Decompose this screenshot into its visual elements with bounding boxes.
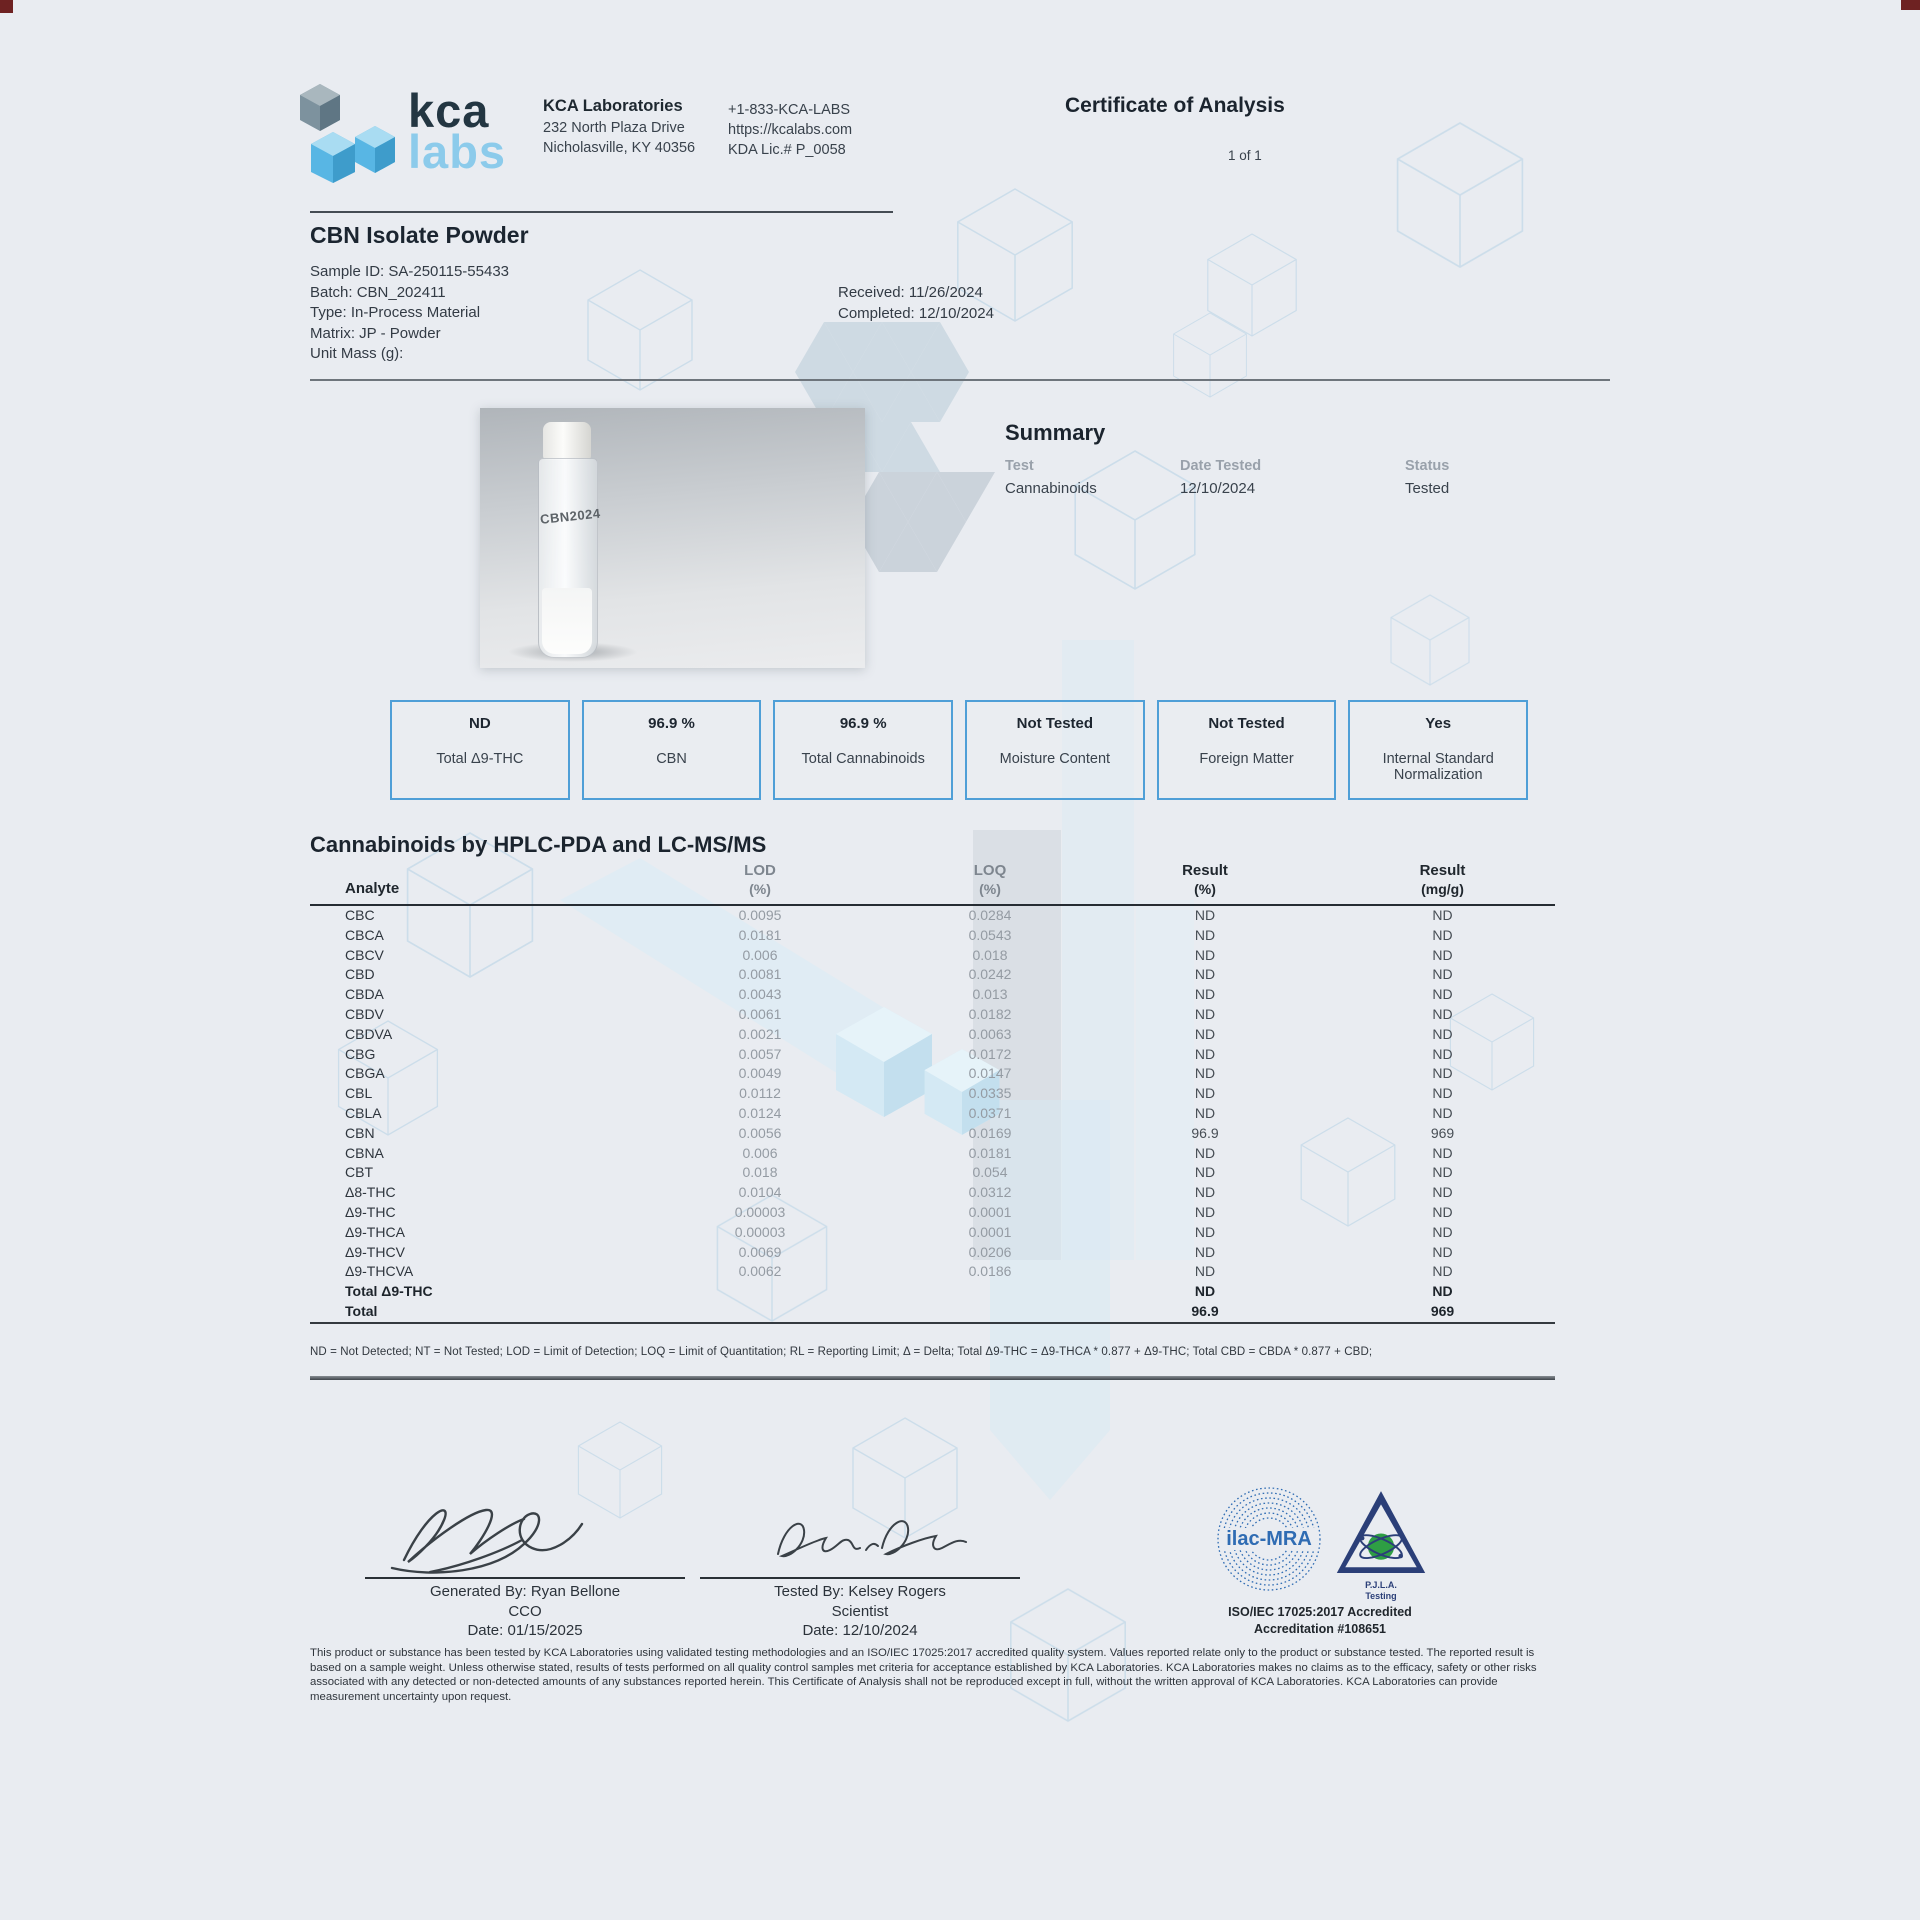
analyte-value-cell: ND: [1194, 1263, 1216, 1280]
analyte-value-cell: [620, 1282, 900, 1302]
sample-unit-mass: Unit Mass (g):: [310, 345, 404, 362]
accreditation-iso: ISO/IEC 17025:2017 Accredited: [1228, 1605, 1412, 1619]
analyte-value-cell: ND: [1194, 1184, 1216, 1201]
analyte-row: [310, 926, 1555, 946]
result-box-value: 96.9 %: [839, 715, 887, 732]
result-box-label: CBN: [656, 751, 687, 767]
analyte-value-cell: ND: [1194, 1283, 1216, 1300]
col-header-result-pct: [1080, 862, 1330, 905]
analyte-name-cell: CBLA: [345, 1104, 382, 1121]
analyte-value-cell: ND: [1194, 1243, 1216, 1260]
kca-logo-icon: [293, 82, 397, 184]
analyte-value-cell: ND: [1432, 1045, 1453, 1062]
summary-col-status: Status: [1405, 458, 1450, 474]
analyte-value-cell: [620, 1302, 900, 1323]
pjla-name: P.J.L.A.: [1365, 1580, 1397, 1590]
lab-phone: +1-833-KCA-LABS: [728, 102, 851, 118]
sample-id: Sample ID: SA-250115-55433: [310, 263, 510, 280]
analyte-name-cell: Δ9-THCA: [345, 1223, 405, 1240]
analyte-value-cell: 0.00003: [734, 1223, 786, 1240]
analyte-name-cell: CBN: [345, 1124, 375, 1141]
analyte-row: [310, 1223, 1555, 1243]
sample-info-block: [310, 262, 509, 365]
analyte-value-cell: ND: [1432, 926, 1453, 943]
result-box-label: Foreign Matter: [1199, 751, 1294, 767]
tested-by-block: [700, 1582, 1020, 1641]
analyte-value-cell: 0.0186: [968, 1263, 1012, 1280]
analyte-row: [310, 1064, 1555, 1084]
analyte-value-cell: 0.006: [742, 946, 778, 963]
tested-by-name: Tested By: Kelsey Rogers: [774, 1583, 946, 1600]
analyte-value-cell: ND: [1432, 986, 1453, 1003]
analyte-row: [310, 1005, 1555, 1025]
analyte-value-cell: 0.0069: [738, 1243, 782, 1260]
analyte-value-cell: ND: [1194, 1223, 1216, 1240]
analyte-row: [310, 1045, 1555, 1065]
analyte-value-cell: ND: [1194, 1045, 1216, 1062]
sample-received: Received: 11/26/2024: [838, 284, 983, 301]
sample-photo: [480, 408, 865, 668]
analyte-value-cell: ND: [1194, 1203, 1216, 1220]
analyte-row: [310, 1282, 1555, 1302]
analyte-row: [310, 1084, 1555, 1104]
result-box: [1348, 700, 1528, 800]
analyte-value-cell: ND: [1432, 1223, 1453, 1240]
vial-cap: [543, 422, 591, 460]
lab-contact-block: [728, 100, 852, 160]
lab-name: KCA Laboratories: [543, 97, 683, 115]
analyte-row: [310, 1302, 1555, 1323]
analyte-value-cell: ND: [1432, 1025, 1453, 1042]
analyte-value-cell: 0.0057: [738, 1045, 782, 1062]
analyte-row: [310, 1203, 1555, 1223]
col-header-result-mgg: [1330, 862, 1555, 905]
analyte-value-cell: ND: [1432, 907, 1453, 923]
analyte-value-cell: 0.0181: [738, 926, 782, 943]
sample-type: Type: In-Process Material: [310, 304, 481, 321]
analyte-value-cell: 0.0371: [968, 1104, 1012, 1121]
analyte-value-cell: ND: [1194, 1065, 1216, 1082]
result-box-value: Yes: [1425, 715, 1452, 732]
analyte-name-cell: CBGA: [345, 1065, 385, 1082]
col-header-loq: [900, 862, 1080, 905]
analyte-value-cell: 0.0081: [738, 966, 782, 983]
tested-by-title: Scientist: [831, 1602, 889, 1620]
col-header-lod-unit: (%): [749, 881, 771, 897]
result-box: [582, 700, 762, 800]
analyte-name-cell: Δ8-THC: [345, 1184, 396, 1201]
analyte-value-cell: ND: [1432, 1085, 1453, 1102]
result-box: [390, 700, 570, 800]
analyte-name-cell: CBNA: [345, 1144, 384, 1161]
accreditation-caption: [1185, 1604, 1455, 1638]
cannabinoid-table: [310, 862, 1555, 1324]
analyte-value-cell: 0.0182: [968, 1005, 1012, 1022]
analyte-value-cell: 0.0063: [968, 1025, 1012, 1042]
result-box-label: Moisture Content: [999, 751, 1111, 767]
generated-by-title: CCO: [508, 1602, 542, 1620]
analyte-value-cell: 0.013: [972, 986, 1008, 1003]
result-box: [965, 700, 1145, 800]
result-box-label: Total Δ9-THC: [436, 751, 524, 767]
kca-logo-wordmark: [408, 84, 507, 179]
analyte-row: [310, 1144, 1555, 1164]
analyte-value-cell: ND: [1432, 1283, 1453, 1300]
analyte-value-cell: 0.0206: [968, 1243, 1012, 1260]
analyte-value-cell: 96.9: [1191, 1124, 1219, 1141]
analyte-value-cell: 0.0312: [968, 1184, 1012, 1201]
table-header-row: [310, 862, 1555, 905]
analyte-value-cell: 0.0104: [738, 1184, 782, 1201]
analyte-row: [310, 1025, 1555, 1045]
analyte-value-cell: ND: [1194, 926, 1216, 943]
lab-website: https://kcalabs.com: [728, 122, 853, 138]
vial-powder: [542, 588, 592, 654]
tested-by-date: Date: 12/10/2024: [802, 1622, 918, 1639]
table-footnote: ND = Not Detected; NT = Not Tested; LOD = Limit of Detection; LOQ = Limit of Quantitation; RL = Reporting Limit; Δ = Delta; Total Δ9-THC = Δ9-THCA * 0.877 + Δ9-THC; Total CBD = CBDA * 0.877 + CBD;: [310, 1346, 1373, 1358]
analyte-value-cell: ND: [1194, 1025, 1216, 1042]
pjla-logo: [1334, 1488, 1428, 1578]
analyte-value-cell: 0.0147: [968, 1065, 1012, 1082]
analyte-value-cell: 0.0061: [738, 1005, 782, 1022]
analyte-value-cell: ND: [1432, 1005, 1453, 1022]
vial-label: CBN2024: [539, 505, 602, 527]
analyte-name-cell: CBDA: [345, 986, 384, 1003]
analyte-value-cell: ND: [1432, 966, 1453, 983]
analyte-row: [310, 985, 1555, 1005]
analyte-value-cell: ND: [1194, 1104, 1216, 1121]
analyte-value-cell: 0.0001: [968, 1203, 1012, 1220]
analyte-value-cell: 0.054: [972, 1164, 1008, 1181]
col-header-result-pct-unit: (%): [1194, 881, 1216, 897]
analyte-value-cell: 0.0021: [738, 1025, 782, 1042]
header-divider: [310, 211, 893, 213]
footer-divider: [310, 1376, 1555, 1380]
cannabinoid-table-body: [310, 905, 1555, 1323]
analyte-name-cell: Δ9-THCVA: [345, 1263, 414, 1280]
lab-address-line1: 232 North Plaza Drive: [543, 120, 685, 136]
analyte-value-cell: ND: [1194, 1005, 1216, 1022]
analyte-value-cell: 969: [1330, 1302, 1555, 1323]
generated-by-date: Date: 01/15/2025: [467, 1622, 583, 1639]
analyte-name-cell: CBCV: [345, 946, 384, 963]
analyte-name-cell: CBG: [345, 1045, 376, 1062]
analyte-value-cell: 0.0049: [738, 1065, 782, 1082]
analyte-value-cell: 0.0335: [968, 1085, 1012, 1102]
vial-body: [538, 458, 602, 658]
sample-completed: Completed: 12/10/2024: [838, 304, 994, 322]
analyte-value-cell: 0.0172: [968, 1045, 1012, 1062]
analyte-name-cell: Δ9-THCV: [345, 1243, 405, 1260]
analyte-value-cell: ND: [1432, 1104, 1453, 1121]
result-box: [1157, 700, 1337, 800]
result-box-value: ND: [469, 715, 491, 732]
cannabinoids-section-title: Cannabinoids by HPLC-PDA and LC-MS/MS: [310, 832, 767, 857]
analyte-name-cell: CBL: [345, 1085, 373, 1102]
section-divider: [310, 379, 1610, 381]
analyte-value-cell: ND: [1432, 1144, 1453, 1161]
lab-address-block: [543, 96, 695, 158]
analyte-name-cell: CBT: [345, 1164, 373, 1181]
analyte-value-cell: 0.0056: [738, 1124, 782, 1141]
col-header-result-mgg-unit: (mg/g): [1421, 881, 1464, 897]
result-box-label: Total Cannabinoids: [801, 751, 925, 767]
sample-dates-block: [838, 283, 994, 324]
pjla-caption: [1334, 1580, 1428, 1602]
col-header-result-mgg-title: Result: [1419, 862, 1466, 879]
analyte-name-cell: Total Δ9-THC: [345, 1283, 433, 1300]
analyte-row: [310, 1163, 1555, 1183]
analyte-value-cell: 96.9: [1080, 1302, 1330, 1323]
accreditation-number: Accreditation #108651: [1253, 1622, 1386, 1636]
analyte-name-cell: CBD: [345, 966, 375, 983]
summary-val-status: Tested: [1405, 480, 1450, 497]
analyte-value-cell: 0.0242: [968, 966, 1012, 983]
analyte-value-cell: 0.00003: [734, 1203, 786, 1220]
analyte-value-cell: ND: [1194, 1144, 1216, 1161]
result-box-value: 96.9 %: [648, 715, 695, 732]
analyte-row: [310, 905, 1555, 926]
analyte-value-cell: 0.0043: [738, 986, 782, 1003]
ilac-mra-logo: [1213, 1483, 1325, 1595]
analyte-value-cell: 0.018: [742, 1164, 778, 1181]
sample-vial: [538, 422, 602, 656]
analyte-value-cell: ND: [1194, 1164, 1216, 1181]
analyte-row: [310, 1124, 1555, 1144]
analyte-value-cell: ND: [1432, 1263, 1453, 1280]
result-box-label: Internal Standard Normalization: [1382, 751, 1494, 783]
summary-val-date: 12/10/2024: [1180, 480, 1256, 497]
col-header-loq-title: LOQ: [973, 862, 1007, 879]
analyte-name-cell: Total: [310, 1302, 620, 1323]
analyte-name-cell: CBDVA: [345, 1025, 393, 1042]
col-header-lod: [620, 862, 900, 905]
lab-address-line2: Nicholasville, KY 40356: [543, 140, 696, 156]
analyte-row: [310, 1104, 1555, 1124]
analyte-value-cell: ND: [1432, 1243, 1453, 1260]
analyte-value-cell: ND: [1432, 1164, 1453, 1181]
result-box-value: Not Tested: [1016, 715, 1094, 732]
analyte-value-cell: 0.0181: [968, 1144, 1012, 1161]
analyte-value-cell: ND: [1194, 966, 1216, 983]
col-header-lod-title: LOD: [744, 862, 776, 879]
result-box-value: Not Tested: [1208, 715, 1285, 732]
analyte-row: [310, 1262, 1555, 1282]
col-header-analyte: Analyte: [310, 862, 620, 905]
sample-matrix: Matrix: JP - Powder: [310, 324, 441, 342]
analyte-name-cell: CBC: [345, 907, 375, 923]
analyte-value-cell: 0.0095: [738, 907, 782, 923]
analyte-name-cell: CBDV: [345, 1005, 384, 1022]
analyte-value-cell: [900, 1302, 1080, 1323]
logo-text-kca: kca: [408, 84, 490, 137]
analyte-value-cell: 0.0062: [738, 1263, 782, 1280]
summary-col-date: Date Tested: [1180, 458, 1262, 474]
analyte-value-cell: ND: [1194, 946, 1216, 963]
analyte-value-cell: [900, 1282, 1080, 1302]
analyte-value-cell: 0.0284: [968, 907, 1012, 923]
analyte-value-cell: ND: [1194, 907, 1216, 923]
tested-by-line: [700, 1577, 1020, 1579]
generated-by-block: [365, 1582, 685, 1641]
result-boxes: [390, 700, 1528, 800]
analyte-value-cell: 0.006: [742, 1144, 778, 1161]
analyte-value-cell: ND: [1432, 1203, 1453, 1220]
summary-col-test: Test: [1005, 458, 1034, 474]
logo-text-labs: labs: [408, 125, 507, 179]
disclaimer-text: This product or substance has been tested by KCA Laboratories using validated testing methodologies and an ISO/IEC 17025:2017 accredited quality system. Values reported relate only to the product or substance tested. The reported result is based on a sample weight. Unless otherwise stated, results of tests performed on all quality control samples met criteria for acceptance established by KCA Laboratories. KCA Laboratories makes no claims as to the efficacy, safety or other risks associated with any detected or non-detected amounts of any substances reported herein. This Certificate of Analysis shall not be reproduced except in full, without the written approval of KCA Laboratories. KCA Laboratories can provide measurement uncertainty upon request.: [310, 1647, 1537, 1703]
analyte-row: [310, 946, 1555, 966]
generated-by-name: Generated By: Ryan Bellone: [429, 1583, 621, 1600]
summary-val-test: Cannabinoids: [1005, 480, 1097, 497]
analyte-value-cell: 969: [1430, 1124, 1455, 1141]
summary-title: Summary: [1005, 420, 1106, 445]
corner-artifact: [0, 0, 13, 13]
lab-license: KDA Lic.# P_0058: [728, 142, 846, 158]
analyte-value-cell: 0.0124: [738, 1104, 782, 1121]
document-title: Certificate of Analysis: [1065, 94, 1285, 117]
pjla-sub: Testing: [1365, 1591, 1397, 1601]
analyte-row: [310, 965, 1555, 985]
tested-by-signature: [762, 1506, 977, 1572]
sample-batch: Batch: CBN_202411: [310, 283, 446, 301]
generated-by-line: [365, 1577, 685, 1579]
analyte-row: [310, 1183, 1555, 1203]
col-header-result-pct-title: Result: [1182, 862, 1228, 879]
page-indicator: 1 of 1: [1228, 148, 1262, 163]
col-header-loq-unit: (%): [979, 881, 1001, 897]
analyte-name-cell: CBCA: [345, 926, 384, 943]
result-box: [773, 700, 953, 800]
analyte-value-cell: 0.0112: [739, 1085, 781, 1102]
analyte-name-cell: Δ9-THC: [345, 1203, 396, 1220]
ilac-mra-text: ilac-MRA: [1226, 1528, 1312, 1550]
analyte-value-cell: ND: [1432, 946, 1453, 963]
analyte-value-cell: ND: [1432, 1184, 1453, 1201]
analyte-row: [310, 1243, 1555, 1263]
analyte-value-cell: ND: [1432, 1065, 1453, 1082]
analyte-value-cell: 0.0001: [968, 1223, 1012, 1240]
analyte-value-cell: ND: [1194, 986, 1216, 1003]
product-name: CBN Isolate Powder: [310, 222, 529, 248]
analyte-value-cell: 0.0543: [968, 926, 1012, 943]
analyte-value-cell: 0.018: [972, 946, 1008, 963]
analyte-value-cell: 0.0169: [968, 1124, 1012, 1141]
generated-by-signature: [372, 1488, 607, 1580]
analyte-value-cell: ND: [1194, 1085, 1216, 1102]
corner-artifact: [1901, 0, 1920, 10]
